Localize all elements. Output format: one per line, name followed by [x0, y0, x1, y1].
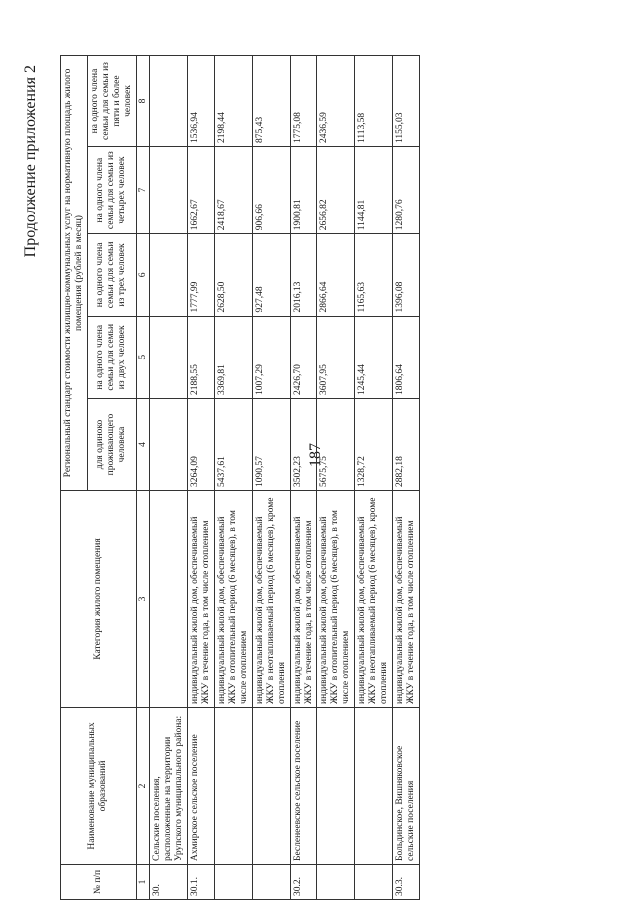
standard-value: 1396,08: [392, 234, 419, 316]
standard-value: 1090,57: [252, 399, 290, 491]
header-two: на одного члена семьи для семьи из двух человек: [87, 316, 136, 398]
row-number: 30.3.: [392, 865, 419, 900]
column-number: 8: [136, 56, 150, 147]
table-row: [355, 56, 393, 900]
row-number: 30.1.: [188, 865, 215, 900]
standard-value: 2016,13: [290, 234, 317, 316]
standard-value: 1775,08: [290, 56, 317, 147]
row-number: [317, 865, 355, 900]
municipality-name: [215, 708, 253, 865]
column-number: 2: [136, 708, 150, 865]
column-number: 7: [136, 147, 150, 234]
standard-value: 5675,75: [317, 399, 355, 491]
header-four: на одного члена семьи для семьи из четырех человек: [87, 147, 136, 234]
standard-value: [150, 399, 188, 491]
header-three: на одного члена семьи для семьи из трех человек: [87, 234, 136, 316]
standard-value: 1155,03: [392, 56, 419, 147]
standard-value: 1245,44: [355, 316, 393, 398]
header-municipality: Наименование муниципальных образований: [61, 708, 137, 865]
standard-value: [150, 147, 188, 234]
standards-table: [60, 55, 420, 900]
standard-value: 1777,99: [188, 234, 215, 316]
standard-value: 1806,64: [392, 316, 419, 398]
header-standard-group: Региональный стандарт стоимости жилищно-коммунальных услуг на нормативную площадь жилого помещения (рублей в месяц): [61, 56, 88, 491]
housing-category: индивидуальный жилой дом, обеспечиваемый ЖКУ в неотапливаемый период (6 месяцев), кроме отопления: [355, 491, 393, 708]
header-num: № п/п: [61, 865, 137, 900]
standard-value: 1144,81: [355, 147, 393, 234]
header-category: Категория жилого помещения: [61, 491, 137, 708]
standard-value: [150, 56, 188, 147]
standard-value: 2188,55: [188, 316, 215, 398]
housing-category: индивидуальный жилой дом, обеспечиваемый ЖКУ в отопительный период (6 месяцев), в том числе отоплением: [317, 491, 355, 708]
standard-value: 2656,82: [317, 147, 355, 234]
municipality-name: [252, 708, 290, 865]
municipality-name: Бесленеевское сельское поселение: [290, 708, 317, 865]
standard-value: 3369,81: [215, 316, 253, 398]
standard-value: [150, 316, 188, 398]
standard-value: 1165,63: [355, 234, 393, 316]
standard-value: [150, 234, 188, 316]
standard-value: 2882,18: [392, 399, 419, 491]
document-sheet: [22, 55, 620, 900]
standard-value: 3264,09: [188, 399, 215, 491]
row-number: 30.: [150, 865, 188, 900]
column-numbers-row: [136, 56, 150, 900]
standard-value: 2628,50: [215, 234, 253, 316]
housing-category: [150, 491, 188, 708]
appendix-title: Продолжение приложения 2: [22, 65, 39, 258]
standard-value: 3607,95: [317, 316, 355, 398]
row-number: [252, 865, 290, 900]
standard-value: 1536,94: [188, 56, 215, 147]
table-row: [252, 56, 290, 900]
row-number: 30.2.: [290, 865, 317, 900]
standard-value: 875,43: [252, 56, 290, 147]
header-five: на одного члена семьи для семьи из пяти и более человек: [87, 56, 136, 147]
table-row: [290, 56, 317, 900]
table-row: [188, 56, 215, 900]
standard-value: 1662,67: [188, 147, 215, 234]
page-number: 187: [307, 443, 324, 467]
standard-value: 906,66: [252, 147, 290, 234]
standard-value: 1007,29: [252, 316, 290, 398]
municipality-name: [317, 708, 355, 865]
column-number: 6: [136, 234, 150, 316]
standard-value: 1900,81: [290, 147, 317, 234]
column-number: 4: [136, 399, 150, 491]
housing-category: индивидуальный жилой дом, обеспечиваемый ЖКУ в отопительный период (6 месяцев), в том числе отоплением: [215, 491, 253, 708]
standard-value: 3502,23: [290, 399, 317, 491]
table-row: [392, 56, 419, 900]
row-number: [215, 865, 253, 900]
standard-value: 5437,61: [215, 399, 253, 491]
table-row: [317, 56, 355, 900]
standard-value: 2426,70: [290, 316, 317, 398]
table-row: [215, 56, 253, 900]
standard-value: 2436,59: [317, 56, 355, 147]
municipality-name: Сельские поселения, расположенные на территории Урупского муниципального района:: [150, 708, 188, 865]
row-number: [355, 865, 393, 900]
housing-category: индивидуальный жилой дом, обеспечиваемый ЖКУ в неотапливаемый период (6 месяцев), кроме отопления: [252, 491, 290, 708]
table-body: [150, 56, 419, 900]
header-single: для одиноко проживающего человека: [87, 399, 136, 491]
standard-value: 927,48: [252, 234, 290, 316]
housing-category: индивидуальный жилой дом, обеспечиваемый ЖКУ в течение года, в том числе отоплением: [188, 491, 215, 708]
standard-value: 2418,67: [215, 147, 253, 234]
standard-value: 1328,72: [355, 399, 393, 491]
municipality-name: Больдинское, Вишняковское сельские поселения: [392, 708, 419, 865]
standard-value: 1280,76: [392, 147, 419, 234]
housing-category: индивидуальный жилой дом, обеспечиваемый ЖКУ в течение года, в том числе отоплением: [392, 491, 419, 708]
column-number: 3: [136, 491, 150, 708]
standard-value: 2198,44: [215, 56, 253, 147]
municipality-name: Ахмирское сельское поселение: [188, 708, 215, 865]
column-number: 1: [136, 865, 150, 900]
standard-value: 1113,58: [355, 56, 393, 147]
table-row: [150, 56, 188, 900]
municipality-name: [355, 708, 393, 865]
column-number: 5: [136, 316, 150, 398]
housing-category: индивидуальный жилой дом, обеспечиваемый ЖКУ в течение года, в том числе отоплением: [290, 491, 317, 708]
standard-value: 2866,64: [317, 234, 355, 316]
